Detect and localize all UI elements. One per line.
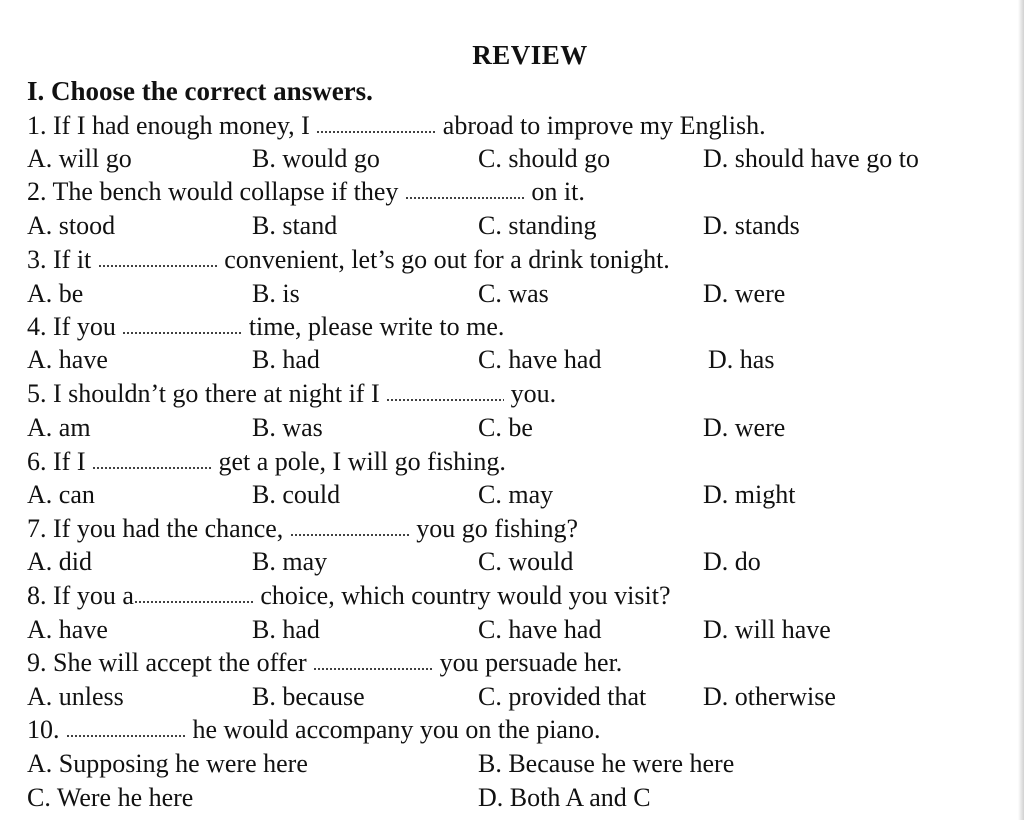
- question-3-text-before: 3. If it: [27, 245, 98, 274]
- page-title: REVIEW: [472, 40, 588, 70]
- question-7: [27, 513, 578, 545]
- q8-option-b: B. had: [252, 615, 320, 644]
- q5-option-c: C. be: [478, 413, 533, 442]
- q6-option-d: D. might: [703, 480, 796, 509]
- q7-option-d: D. do: [703, 547, 761, 576]
- q8-option-c: C. have had: [478, 615, 602, 644]
- q2-option-a: A. stood: [27, 211, 116, 240]
- answer-blank: [290, 527, 410, 537]
- answer-blank: [134, 594, 254, 604]
- question-5-text-after: you.: [504, 379, 557, 408]
- q8-option-a: A. have: [27, 615, 108, 644]
- q4-option-c: C. have had: [478, 345, 602, 374]
- section-heading: I. Choose the correct answers.: [27, 76, 373, 106]
- q3-option-b: B. is: [252, 279, 300, 308]
- q7-option-a: A. did: [27, 547, 92, 576]
- question-7-text-before: 7. If you had the chance,: [27, 514, 290, 543]
- q1-option-b: B. would go: [252, 144, 380, 173]
- answer-blank: [66, 728, 186, 738]
- question-4-text-after: time, please write to me.: [242, 312, 505, 341]
- question-8-text-after: choice, which country would you visit?: [253, 581, 671, 610]
- q4-option-b: B. had: [252, 345, 320, 374]
- question-6: [27, 446, 506, 478]
- q1-option-c: C. should go: [478, 144, 611, 173]
- answer-blank: [316, 124, 436, 134]
- q7-option-b: B. may: [252, 547, 328, 576]
- q7-option-c: C. would: [478, 547, 574, 576]
- q4-option-d: D. has: [708, 345, 775, 374]
- q5-option-a: A. am: [27, 413, 91, 442]
- question-9: [27, 647, 622, 679]
- q1-option-a: A. will go: [27, 144, 132, 173]
- question-7-text-after: you go fishing?: [409, 514, 579, 543]
- q8-option-d: D. will have: [703, 615, 831, 644]
- question-8: [27, 580, 671, 612]
- q2-option-c: C. standing: [478, 211, 597, 240]
- question-10-text-before: 10.: [27, 715, 66, 744]
- question-6-text-after: get a pole, I will go fishing.: [211, 447, 506, 476]
- question-5-text-before: 5. I shouldn’t go there at night if I: [27, 379, 387, 408]
- q5-option-b: B. was: [252, 413, 323, 442]
- question-8-text-before: 8. If you a: [27, 581, 134, 610]
- answer-blank: [122, 325, 242, 335]
- q9-option-a: A. unless: [27, 682, 124, 711]
- question-1: [27, 110, 766, 142]
- q9-option-b: B. because: [252, 682, 365, 711]
- question-2: [27, 176, 585, 208]
- question-1-text-before: 1. If I had enough money, I: [27, 111, 317, 140]
- question-6-text-before: 6. If I: [27, 447, 92, 476]
- question-10: [27, 714, 600, 746]
- q10-option-d: D. Both A and C: [478, 783, 651, 812]
- q4-option-a: A. have: [27, 345, 108, 374]
- q3-option-c: C. was: [478, 279, 549, 308]
- q5-option-d: D. were: [703, 413, 786, 442]
- q10-option-a: A. Supposing he were here: [27, 749, 308, 778]
- q1-option-d: D. should have go to: [703, 144, 919, 173]
- q3-option-d: D. were: [703, 279, 786, 308]
- question-2-text-before: 2. The bench would collapse if they: [27, 177, 405, 206]
- answer-blank: [313, 661, 433, 671]
- q2-option-b: B. stand: [252, 211, 338, 240]
- question-5: [27, 378, 556, 410]
- q6-option-b: B. could: [252, 480, 341, 509]
- question-9-text-before: 9. She will accept the offer: [27, 648, 314, 677]
- question-2-text-after: on it.: [524, 177, 585, 206]
- q2-option-d: D. stands: [703, 211, 800, 240]
- q3-option-a: A. be: [27, 279, 84, 308]
- question-3: [27, 244, 670, 276]
- answer-blank: [98, 258, 218, 268]
- q9-option-d: D. otherwise: [703, 682, 836, 711]
- question-4-text-before: 4. If you: [27, 312, 123, 341]
- q10-option-c: C. Were he here: [27, 783, 194, 812]
- answer-blank: [386, 392, 504, 402]
- question-4: [27, 311, 504, 343]
- page-edge-shadow: [1018, 0, 1024, 820]
- question-9-text-after: you persuade her.: [433, 648, 623, 677]
- question-3-text-after: convenient, let’s go out for a drink tonight.: [217, 245, 670, 274]
- q9-option-c: C. provided that: [478, 682, 647, 711]
- question-1-text-after: abroad to improve my English.: [436, 111, 766, 140]
- question-10-text-after: he would accompany you on the piano.: [186, 715, 601, 744]
- answer-blank: [92, 460, 212, 470]
- q6-option-c: C. may: [478, 480, 554, 509]
- answer-blank: [405, 190, 525, 200]
- q10-option-b: B. Because he were here: [478, 749, 735, 778]
- q6-option-a: A. can: [27, 480, 95, 509]
